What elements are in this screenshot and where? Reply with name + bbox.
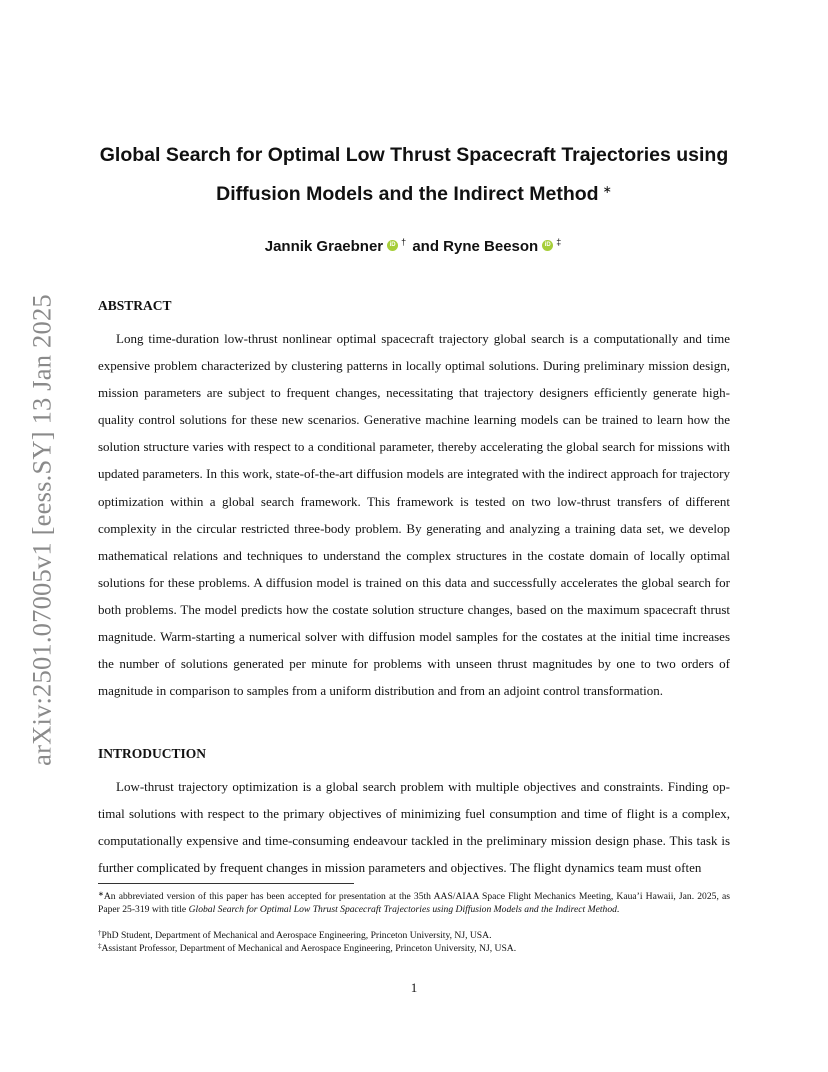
footnote-3 [98, 940, 730, 956]
page-number: 1 [410, 980, 418, 995]
footnote-1 [98, 888, 730, 916]
introduction-heading: INTRODUCTION [98, 746, 207, 761]
author-list [80, 237, 748, 255]
footnote-3-mark: ‡ [98, 942, 102, 950]
footnote-divider [98, 883, 354, 884]
arxiv-stamp-text: arXiv:2501.07005v1 [eess.SY] 13 Jan 2025 [26, 294, 57, 766]
author-conjunction: and [412, 238, 439, 255]
orcid-icon[interactable] [542, 240, 553, 251]
abstract-heading: ABSTRACT [98, 298, 172, 313]
title-line-1 [80, 144, 748, 167]
footnote-2-mark: † [98, 929, 102, 937]
footnote-1-mark: ∗ [98, 890, 104, 898]
title-line-1-text: Global Search for Optimal Low Thrust Spacecraft Trajectories using [99, 144, 729, 166]
arxiv-stamp [22, 285, 62, 775]
author-1-name: Jannik Graebner [264, 238, 384, 255]
title-line-2-text: Diffusion Models and the Indirect Method [216, 183, 599, 205]
title-line-2 [80, 183, 748, 206]
introduction-text: Low-thrust trajectory optimization is a global search problem with multiple objectives and constraints. Finding optimal solutions with respect to the primary objectives of minimizing fuel consumption and time of flight is a complex, computationally expensive and time-consuming endeavour tackled in the preliminary mission design phase. This task is further complicated by frequent changes in mission parameters and objectives. The flight dynamics team must often [98, 779, 730, 876]
footnote-1-text: An abbreviated version of this paper has been accepted for presentation at the 35th AAS/AIAA Space Flight Mechanics Meeting, Kaua’i Hawaii, Jan. 2025, as Paper 25-319 with title [98, 891, 730, 915]
abstract-text: Long time-duration low-thrust nonlinear optimal spacecraft trajectory global search is a computationally and time expensive problem characterized by clustering patterns in locally optimal solutions. During preliminary mission design, mission parameters are subject to frequent changes, necessitating that trajectory designers efficiently generate high-quality control solutions for these new scenarios. Generative machine learning models can be trained to learn how the solution structure varies with respect to a conditional parameter, thereby accelerating the global search for missions with updated parameters. In this work, state-of-the-art diffusion models are integrated with the indirect approach for trajectory optimization within a global search framework. This framework is tested on two low-thrust transfers of different complexity in the circular restricted three-body problem. By generating and analyzing a training data set, we develop mathematical relations and techniques to understand the complex structures in the costate domain of locally optimal solutions for these problems. A diffusion model is trained on this data and successfully accelerates the global search for both problems. The model predicts how the costate solution structure changes, based on the maximum spacecraft thrust magnitude. Warm-starting a numerical solver with diffusion model samples for the costates at the initial time increases the number of solutions generated per minute for problems with unseen thrust magnitudes by one to two orders of magnitude in comparison to samples from a uniform distribution and from an adjoint control transformation. [98, 331, 730, 699]
author-1-mark: † [401, 237, 407, 247]
author-2-name: Ryne Beeson [443, 238, 539, 255]
footnote-1-end: . [616, 903, 620, 915]
footnote-1-italic-title: Global Search for Optimal Low Thrust Spacecraft Trajectories using Diffusion Models and the Indirect Method [188, 903, 617, 915]
orcid-icon[interactable] [387, 240, 398, 251]
title-footnote-mark: ∗ [602, 184, 612, 196]
author-2-mark: ‡ [556, 237, 562, 247]
footnote-3-text: Assistant Professor, Department of Mechanical and Aerospace Engineering, Princeton University, NJ, USA. [101, 943, 517, 954]
footnote-2-text: PhD Student, Department of Mechanical and Aerospace Engineering, Princeton University, NJ, USA. [101, 930, 492, 941]
